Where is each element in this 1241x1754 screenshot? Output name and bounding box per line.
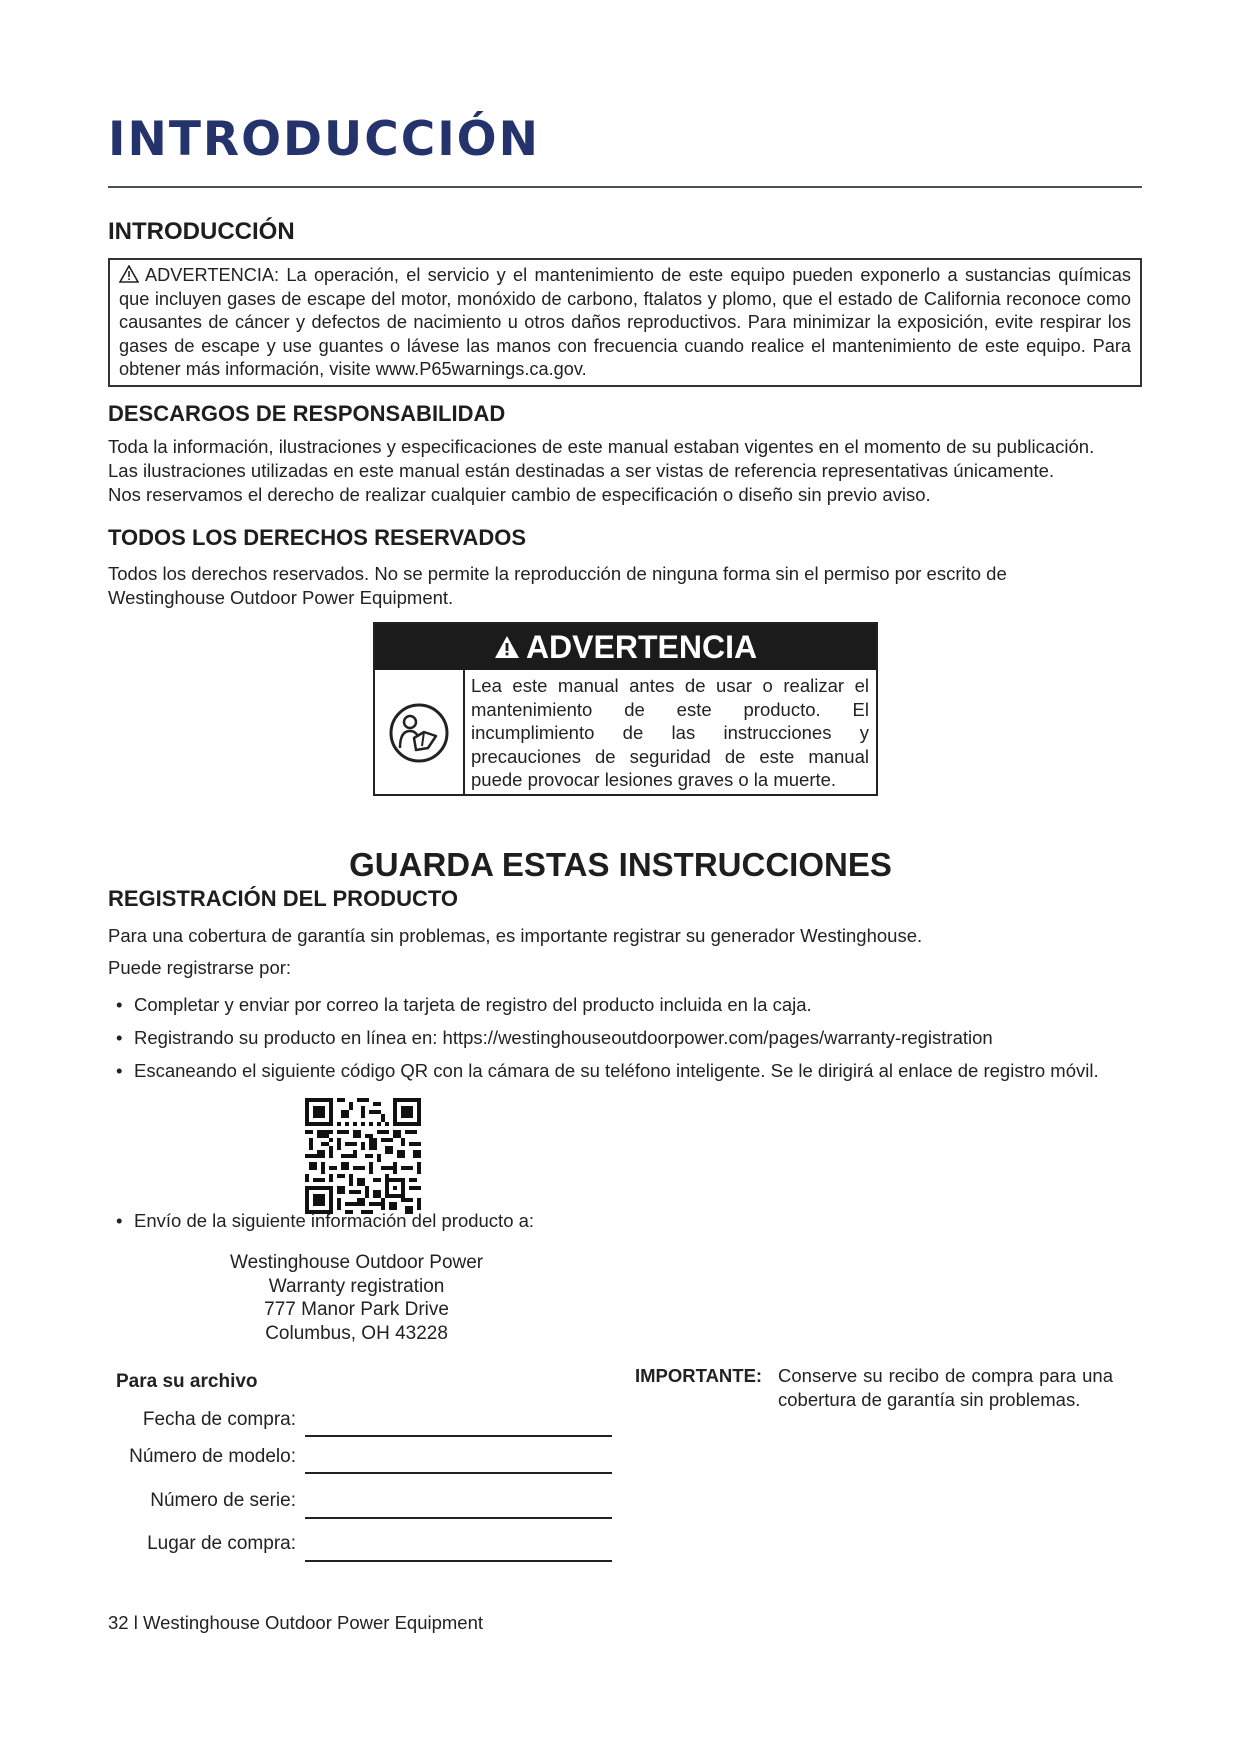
records-heading: Para su archivo [116, 1371, 258, 1392]
registration-bullet-1 [116, 993, 812, 1017]
bullet-text: Envío de la siguiente información del producto a: [134, 1210, 535, 1231]
registration-bullet-2 [116, 1026, 993, 1050]
bullet-dot: • [116, 994, 123, 1015]
purchase-date-label: Fecha de compra: [142, 1409, 296, 1430]
intro-heading: INTRODUCCIÓN [108, 218, 295, 245]
address-line-2: Warranty registration [268, 1275, 445, 1297]
read-manual-warning-panel [373, 622, 878, 796]
model-number-line[interactable] [305, 1472, 612, 1474]
important-label: IMPORTANTE: [635, 1365, 763, 1386]
disclaimer-line-1: Toda la información, ilustraciones y especificaciones de este manual estaban vigentes en el momento de su publicación. [108, 436, 1095, 457]
bullet-dot: • [116, 1027, 123, 1048]
purchase-place-label: Lugar de compra: [147, 1533, 296, 1554]
bullet-text: Escaneando el siguiente código QR con la cámara de su teléfono inteligente. Se le dirigirá al enlace de registro móvil. [134, 1060, 1099, 1081]
disclaimers-heading: DESCARGOS DE RESPONSABILIDAD [108, 401, 506, 426]
page-title: INTRODUCCIÓN [108, 112, 540, 167]
model-number-label: Número de modelo: [129, 1446, 296, 1467]
warning-panel-icon-cell [375, 670, 465, 796]
registration-bullet-3 [116, 1059, 1099, 1083]
mailing-address [230, 1251, 483, 1345]
registration-qr-code[interactable] [305, 1098, 421, 1214]
warning-panel-title: ADVERTENCIA [525, 628, 758, 665]
page-footer: 32 l Westinghouse Outdoor Power Equipment [108, 1612, 484, 1633]
registration-intro-1: Para una cobertura de garantía sin problemas, es importante registrar su generador Westinghouse. [108, 925, 923, 946]
warning-panel-header [375, 624, 876, 670]
address-line-3: 777 Manor Park Drive [264, 1299, 449, 1320]
title-divider [108, 186, 1142, 188]
registration-heading: REGISTRACIÓN DEL PRODUCTO [108, 886, 458, 911]
save-instructions-title: GUARDA ESTAS INSTRUCCIONES [349, 846, 892, 883]
registration-intro-2: Puede registrarse por: [108, 957, 292, 978]
address-line-4: Columbus, OH 43228 [265, 1322, 448, 1344]
purchase-place-line[interactable] [305, 1560, 612, 1562]
warning-triangle-icon [119, 265, 139, 283]
bullet-text: Completar y enviar por correo la tarjeta de registro del producto incluida en la caja. [134, 994, 812, 1015]
warning-panel-text: Lea este manual antes de usar o realizar el mantenimiento de este producto. El incumplimiento de las instrucciones y precauciones de seguridad de este manual puede provocar lesiones graves o la muerte. [471, 675, 869, 790]
important-text: Conserve su recibo de compra para una cobertura de garantía sin problemas. [778, 1365, 1113, 1410]
address-line-1: Westinghouse Outdoor Power [230, 1252, 484, 1273]
bullet-text[interactable]: Registrando su producto en línea en: https://westinghouseoutdoorpower.com/pages/warranty-registration [134, 1027, 993, 1048]
bullet-dot: • [116, 1060, 123, 1081]
read-manual-icon [388, 702, 450, 764]
p65-warning-box [108, 258, 1142, 387]
bullet-dot: • [116, 1210, 123, 1231]
registration-bullet-4 [116, 1209, 534, 1233]
warning-triangle-icon [494, 635, 520, 659]
p65-warning-text: ADVERTENCIA: La operación, el servicio y el mantenimiento de este equipo pueden exponerlo a sustancias químicas que incluyen gases de escape del motor, monóxido de carbono, ftalatos y plomo, que el estado de California reconoce como causantes de cáncer y defectos de nacimiento u otros daños reproductivos. Para minimizar la exposición, evite respirar los gases de escape y use guantes o lávese las manos con frecuencia cuando realice el mantenimiento de este equipo. Para obtener más información, visite www.P65warnings.ca.gov. [119, 265, 1131, 379]
disclaimer-line-3: Nos reservamos el derecho de realizar cualquier cambio de especificación o diseño sin previo aviso. [108, 484, 931, 505]
serial-number-line[interactable] [305, 1517, 612, 1519]
disclaimer-line-2: Las ilustraciones utilizadas en este manual están destinadas a ser vistas de referencia representativas únicamente. [108, 460, 1055, 481]
serial-number-label: Número de serie: [150, 1490, 296, 1511]
rights-text: Todos los derechos reservados. No se permite la reproducción de ninguna forma sin el permiso por escrito de Westinghouse Outdoor Power Equipment. [108, 563, 1007, 608]
rights-heading: TODOS LOS DERECHOS RESERVADOS [108, 525, 527, 550]
purchase-date-line[interactable] [305, 1435, 612, 1437]
